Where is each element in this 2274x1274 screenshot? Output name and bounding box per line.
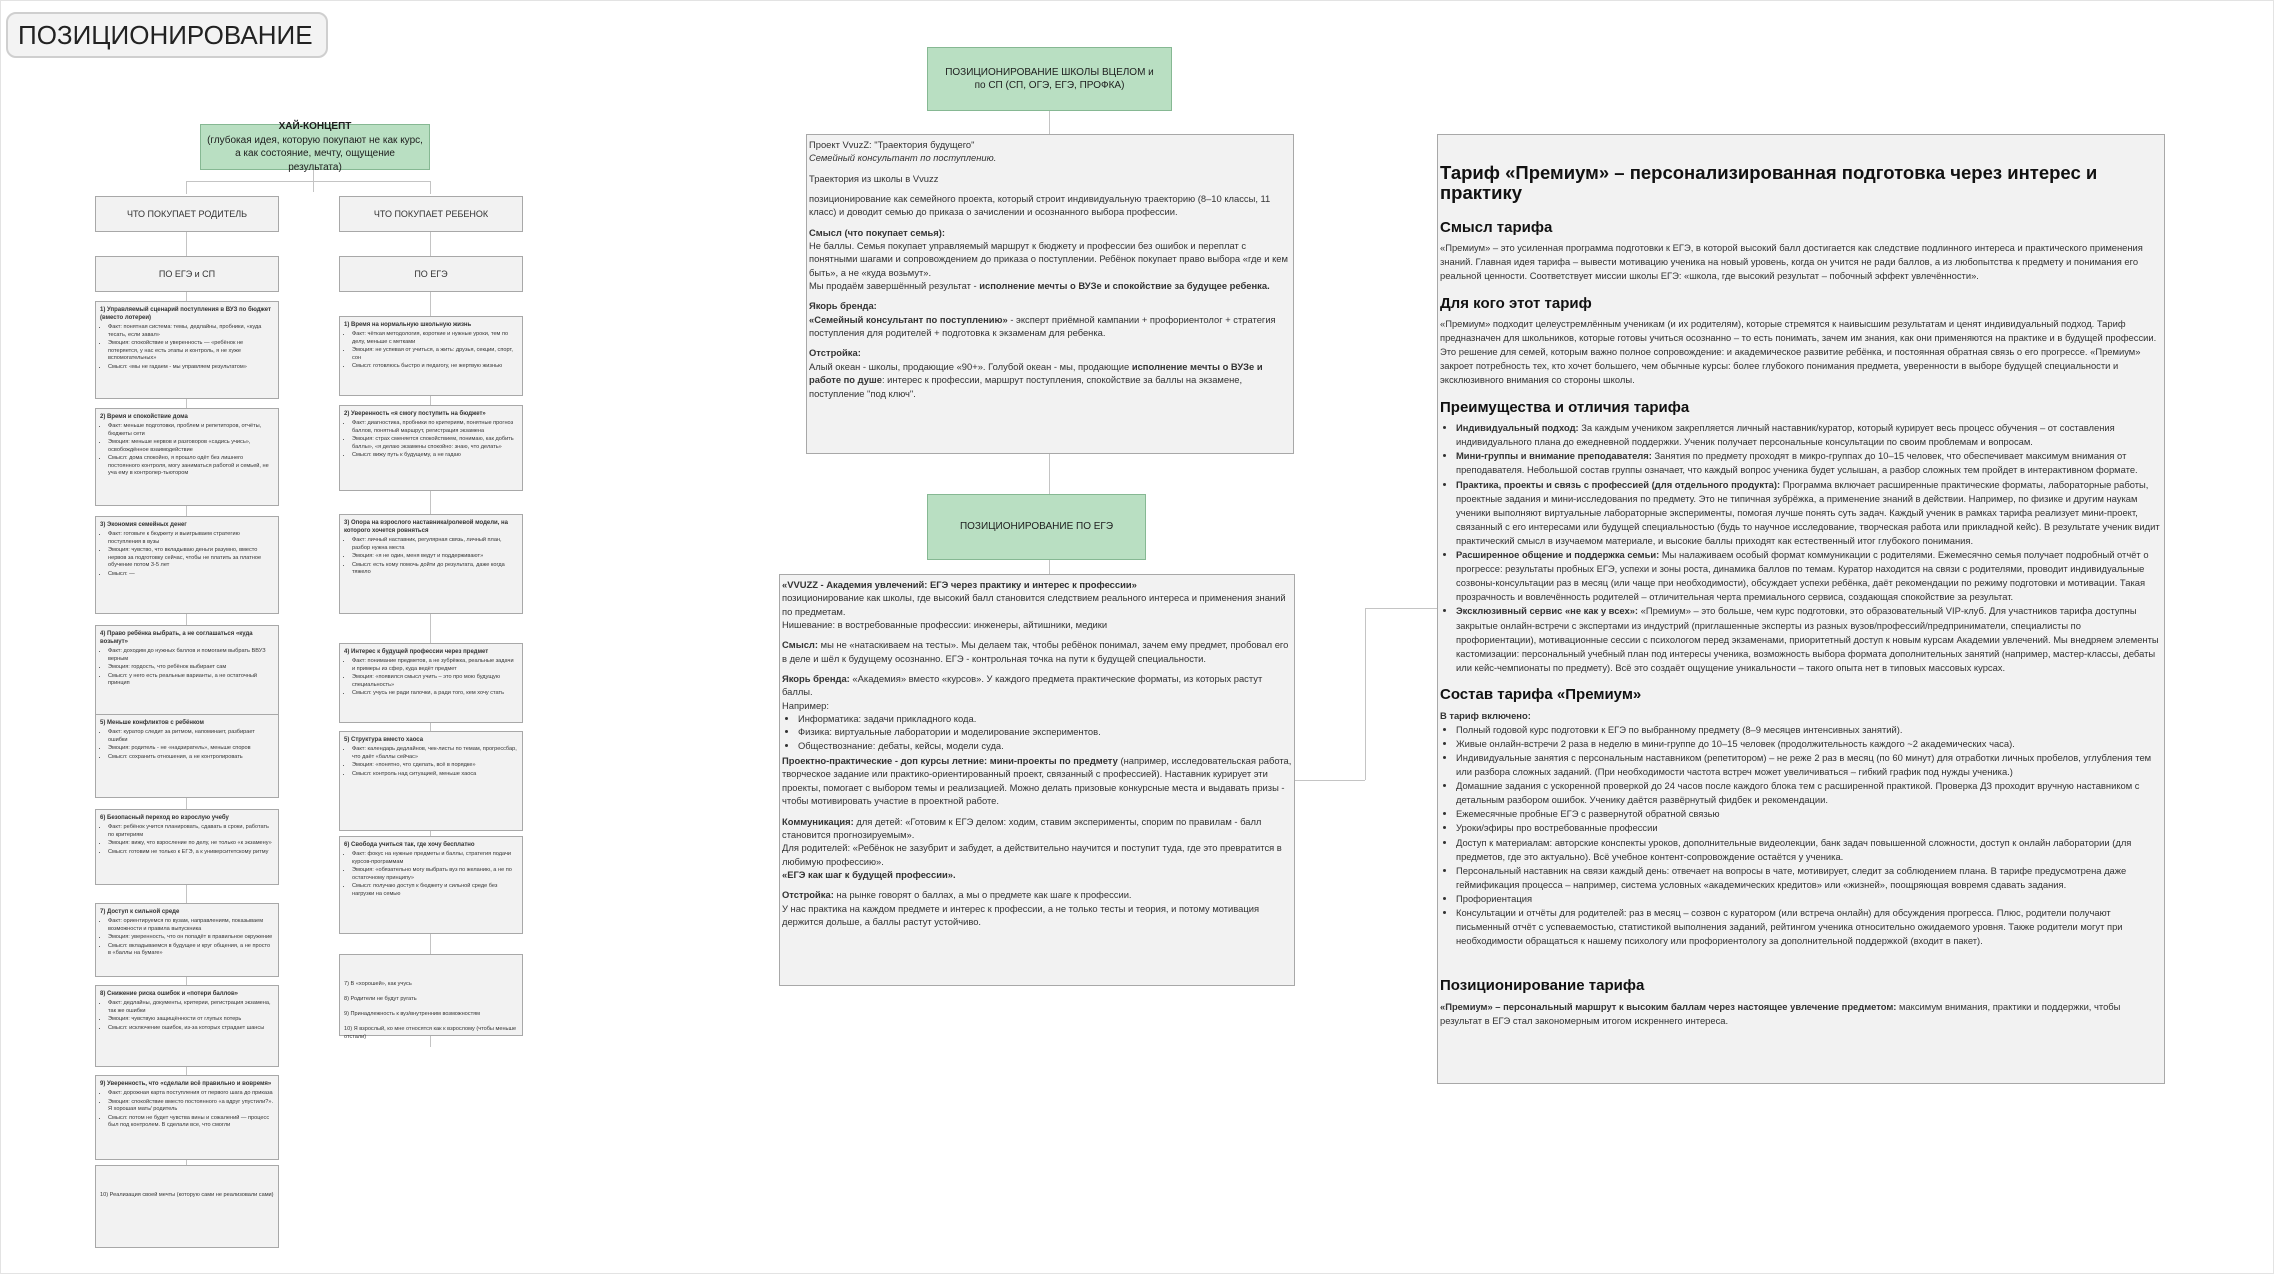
card-item: • Смысл: готовлюсь быстро и педагогу, не жертвую жизнью: [352, 363, 518, 371]
card-item: • Факт: готовьте к бюджету и выигрываем стратегию поступления в вузы: [108, 531, 274, 546]
premium-h-meaning: Смысл тарифа: [1440, 218, 1553, 236]
column-card[interactable]: [339, 731, 523, 831]
column-card[interactable]: [339, 954, 523, 1040]
advantage-label: Индивидуальный подход:: [1456, 422, 1579, 434]
ege-anchor-text: «Академия» вместо «курсов». У каждого предмета практические форматы, из которых растут баллы.: [782, 673, 1263, 698]
card-list: [344, 851, 518, 898]
connector: [1049, 454, 1050, 494]
connector: [186, 232, 187, 256]
premium-composition-item: • Профориентация: [1456, 892, 2162, 906]
card-title: 5) Структура вместо хаоса: [344, 737, 424, 743]
ege-niche: Нишевание: в востребованные профессии: инженеры, айтишники, медики: [782, 619, 1108, 631]
ege-comm-parents: Для родителей: «Ребёнок не зазубрит и забудет, а действительно научится и поступит туда, где это превратится в любимую профессию».: [782, 842, 1282, 867]
premium-doc[interactable]: [1437, 134, 2165, 1084]
premium-h-who: Для кого этот тариф: [1440, 294, 1592, 312]
connector: [430, 181, 431, 194]
project-name: Проект VvuzZ: "Траектория будущего": [809, 139, 975, 150]
ege-meaning-text: мы не «натаскиваем на тесты». Мы делаем так, чтобы ребёнок понимал, зачем ему предмет, пробовал его в деле и шёл к будущему осознанно. ЕГЭ - контрольная точка на пути к будущей специальности.: [782, 639, 1289, 664]
connector: [1295, 780, 1365, 781]
card-title: 4) Интерес к будущей профессии через предмет: [344, 649, 489, 655]
otstroika-text: Алый океан - школы, продающие «90+». Голубой океан - мы, продающие: [809, 360, 1132, 372]
card-list: [100, 324, 274, 371]
premium-advantage-item: [1456, 604, 2162, 675]
card-title: 2) Уверенность «я смогу поступить на бюджет»: [344, 411, 486, 417]
card-item: • Факт: ребёнок учится планировать, сдавать в сроки, работать по критериям: [108, 824, 274, 839]
card-list: [100, 648, 274, 688]
premium-meaning: «Премиум» – это усиленная программа подготовки к ЕГЭ, в которой высокий балл достигается как следствие подлинного интереса и практического применения знаний. Главная идея тарифа – вывести мотивацию ученика на новый уровень, когда он учится не ради баллов, а из любопытства к предмету и понимания его реальной ценности. Соответствует миссии школы ЕГЭ: «школа, где высокий результат – побочный эффект увлечённости».: [1440, 242, 2143, 282]
premium-composition-item: • Домашние задания с ускоренной проверкой до 24 часов после каждого блока тем с расширенной практикой. Проверка ДЗ проходит вручную наставником с детальным разбором ошибок. Ученику даётся развёрнутый фидбек и рекомендации.: [1456, 779, 2162, 807]
card-note: 10) Реализация своей мечты (которую сами не реализовали сами): [100, 1192, 274, 1198]
card-item: • Смысл: контроль над ситуацией, меньше хаоса: [352, 771, 518, 779]
card-list: [100, 824, 274, 856]
card-item: • Факт: ориентируемся по вузам, направлениям, показываем возможности и правила выпускника: [108, 918, 274, 933]
premium-composition-item: • Ежемесячные пробные ЕГЭ с развернутой обратной связью: [1456, 807, 2162, 821]
premium-pos-bold: «Премиум» – персональный маршрут к высоким баллам через настоящее увлечение предметом:: [1440, 1000, 1897, 1012]
premium-who: «Премиум» подходит целеустремлённым ученикам (и их родителям), которые стремятся к наивысшим результатам и ценят индивидуальный подход. Тариф предназначен для школьников, которые готовы учиться осознанно – то есть понимать, зачем им знания, как они применяются на практике и в будущей профессии. Это решение для семей, которым важно полное сопровождение: и академическое развитие ребёнка, и постоянная обратная связь о его прогрессе. «Премиум» закроет потребность тех, кто хочет большего, чем обычные курсы: более глубокого понимания предмета, уверенности в выборе будущей специальности и эксклюзивного внимания со стороны школы.: [1440, 318, 2157, 386]
ege-meaning-title: Смысл:: [782, 639, 819, 651]
card-item: • Смысл: получаю доступ к бюджету и сильной среде без нагрузки на семью: [352, 883, 518, 898]
ege-slogan: «VVUZZ - Академия увлечений: ЕГЭ через практику и интерес к профессии»: [782, 579, 1137, 590]
card-item: • Факт: понимание предметов, а не зубрёжка, реальные задачи и примеры из сфер, куда ведёт предмет: [352, 658, 518, 673]
connector: [186, 181, 431, 182]
card-item: • Смысл: есть кому помочь дойти до результата, даже когда тяжело: [352, 562, 518, 577]
project-tagline: Семейный консультант по поступлению.: [809, 152, 997, 164]
ege-projects-text: (например, исследовательская работа, творческое задание или практико-ориентированный проект, связанный с профессией). Наставник курирует эти проекты, помогает с выбором темы и реализацией. Можно делать призовые конкурсные места и выдавать призы - чтобы мотивировать участие в проектной работе.: [782, 755, 1292, 807]
card-item: • Смысл: «мы не гадаем - мы управляем результатом»: [108, 364, 274, 372]
card-title: 8) Снижение риска ошибок и «потери баллов»: [100, 991, 238, 997]
premium-advantage-item: [1456, 548, 2162, 604]
ege-example-list: [782, 712, 1292, 752]
card-item: • Смысл: вижу путь к будущему, а не гадаю: [352, 452, 518, 460]
column-card[interactable]: [339, 316, 523, 396]
column-card[interactable]: [339, 514, 523, 614]
card-item: • Факт: дедлайны, документы, критерии, регистрация экзамена, так же ошибки: [108, 1000, 274, 1015]
ege-example-item: • Информатика: задачи прикладного кода.: [798, 712, 1292, 725]
card-title: 6) Безопасный переход во взрослую учебу: [100, 815, 229, 821]
card-list: [344, 746, 518, 778]
connector: [1365, 608, 1366, 780]
premium-advantage-item: [1456, 478, 2162, 549]
meaning-text2: Мы продаём завершённый результат -: [809, 280, 980, 292]
school-head-label: ПОЗИЦИОНИРОВАНИЕ ШКОЛЫ ВЦЕЛОМ и по СП (СП, ОГЭ, ЕГЭ, ПРОФКА): [945, 66, 1154, 91]
column-card[interactable]: [95, 903, 279, 977]
column-card[interactable]: [95, 809, 279, 885]
card-title: 4) Право ребёнка выбрать, а не соглашаться «куда возьмут»: [100, 631, 253, 646]
advantage-label: Практика, проекты и связь с профессией (для отдельного продукта):: [1456, 478, 1781, 490]
card-item: • Эмоция: чувство, что вкладываю деньги разумно, вместо нервов за подготовку сейчас, чтобы не платить за платное обучение потом 3-5 лет: [108, 547, 274, 570]
column-card[interactable]: [339, 836, 523, 934]
card-item: • Смысл: дома спокойно, я прошло одёт без лишнего постоянного контроля, могу заниматься работой и семьей, не уча ему в контролер-тьютором: [108, 455, 274, 478]
column-card[interactable]: [339, 405, 523, 491]
card-item: • Факт: личный наставник, регулярная связь, личный план, разбор нужна места: [352, 537, 518, 552]
premium-advantages-list: [1440, 421, 2162, 675]
card-list: [344, 331, 518, 371]
ege-anchor-title: Якорь бренда:: [782, 673, 850, 685]
column-card[interactable]: [95, 301, 279, 399]
card-item: • Эмоция: родитель - не «надзиратель», меньше споров: [108, 745, 274, 753]
card-item: • Эмоция: спокойствие вместо постоянного «а вдруг упустили?». Я хорошая мать/ родитель: [108, 1099, 274, 1114]
parent-head[interactable]: ЧТО ПОКУПАЕТ РОДИТЕЛЬ: [95, 196, 279, 232]
card-list: [100, 918, 274, 958]
column-card[interactable]: [95, 985, 279, 1067]
advantage-text: Программа включает расширенные практические форматы, лабораторные работы, проектные задания и мини-исследования по предмету. Это не типичная зубрёжка, а применение знаний в действии. Например, по физике и другим наукам ученики выполняют виртуальные лабораторные эксперименты, помогая лучше понять суть задач. Каждый ученик в рамках тарифа реализует мини-проект, связанный с его интересами или будущей специальностью (будь то научное исследование, творческая работа или прикладной кейс). В результате ученик видит практический смысл в изучаемом материале, и высокие баллы приходят как естественный итог глубокого понимания.: [1456, 478, 2160, 546]
premium-advantage-item: [1456, 449, 2162, 477]
meaning-title: Смысл (что покупает семья):: [809, 226, 946, 238]
card-item: • Эмоция: уверенность, что он попадёт в правильное окружение: [108, 934, 274, 942]
premium-composition-list: [1440, 723, 2162, 949]
card-item: • Факт: куратор следит за ритмом, напоминает, разбирает ошибки: [108, 729, 274, 744]
ege-text[interactable]: [779, 574, 1295, 986]
card-note: 7) В «хорошей», как учусь 8) Родители не будут ругать 9) Принадлежность к вуз/внутренним возможностям 10) Я взрослый, ко мне относятся как к взрослому (чтобы меньше отстали): [344, 981, 517, 1040]
premium-h-advantages: Преимущества и отличия тарифа: [1440, 398, 1690, 416]
premium-composition-item: • Доступ к материалам: авторские конспекты уроков, дополнительные видеолекции, банк задач повышенной сложности, доступ к онлайн лаборатории (для предметов, где это актуально). Всё учебное контент-сопровождение остаётся у ученика.: [1456, 836, 2162, 864]
card-item: • Факт: дорожная карта поступления от первого шага до приказа: [108, 1090, 274, 1098]
connector: [186, 181, 187, 194]
card-item: • Смысл: —: [108, 571, 274, 579]
anchor-text: - эксперт приёмной кампании + профориентолог + стратегия поступления для родителей + подготовка к экзаменам для ребенка.: [809, 313, 1276, 339]
card-item: • Эмоция: чувствую защищённости от глупых потерь: [108, 1016, 274, 1024]
column-card[interactable]: [95, 516, 279, 614]
advantage-text: Мы налаживаем особый формат коммуникации с родителями. Ежемесячно семья получает подробный отчёт о прогрессе: результаты пробных ЕГЭ, успехи и зоны роста, динамика баллов по темам. Куратор находится на связи с родителями, проводит индивидуальные созвоны-консультации раз в месяц (или чаще при необходимости), обсуждает успехи ребёнка, даёт рекомендации по режиму подготовки и мотивации. Такая прозрачность и вовлечённость родителей – отличительная черта премиального сервиса, создающая спокойствие за результат.: [1456, 549, 2149, 603]
card-list: [344, 537, 518, 577]
hai-concept-node[interactable]: [200, 121, 430, 173]
connector: [1049, 111, 1050, 134]
card-item: • Смысл: исключение ошибок, из-за которых страдает шансы: [108, 1025, 274, 1033]
hai-concept-title: ХАЙ-КОНЦЕПТ: [278, 121, 352, 132]
card-list: [100, 423, 274, 478]
school-text[interactable]: [806, 134, 1294, 454]
card-item: • Факт: меньше подготовки, проблем и репетиторов, отчёты, бюджеты сети: [108, 423, 274, 438]
ege-head-label: ПОЗИЦИОНИРОВАНИЕ ПО ЕГЭ: [959, 521, 1114, 533]
card-title: 9) Уверенность, что «сделали всё правильно и вовремя»: [100, 1081, 272, 1087]
parent-sub[interactable]: ПО ЕГЭ и СП: [95, 256, 279, 292]
premium-title: Тариф «Премиум» – персонализированная подготовка через интерес и практику: [1440, 162, 2098, 204]
school-trajectory: Траектория из школы в Vvuzz: [809, 172, 939, 184]
card-item: • Смысл: вкладываемся в будущее и круг общения, а не просто в «баллы на бумаге»: [108, 943, 274, 958]
connector: [1365, 608, 1437, 609]
advantage-label: Мини-группы и внимание преподавателя:: [1456, 450, 1652, 462]
card-item: • Эмоция: «я не один, меня ведут и поддерживают»: [352, 553, 518, 561]
connector: [1049, 560, 1050, 574]
column-card[interactable]: [95, 714, 279, 798]
ege-example: Например:: [782, 699, 829, 711]
otstroika-text2: : интерес к профессии, маршрут поступления, спокойствие за баллы на экзамене, поступление "под ключ".: [809, 374, 1243, 399]
card-item: • Факт: чёткая методология, короткие и нужные уроки, тем по делу, меньше с метками: [352, 331, 518, 346]
premium-pos-text: максимум внимания, практики и поддержки, чтобы результат в ЕГЭ стал закономерным итогом искреннего интереса.: [1440, 1000, 2121, 1026]
ege-head[interactable]: [927, 494, 1146, 560]
ege-otstroika-text: на рынке говорят о баллах, а мы о предмете как шаге к профессии.: [833, 889, 1132, 901]
card-item: • Факт: фокус на нужные предметы и баллы, стратегия подачи курсов-программам: [352, 851, 518, 866]
otstroika-title: Отстройка:: [809, 347, 861, 359]
column-card[interactable]: [95, 1075, 279, 1160]
ege-otstroika-title: Отстройка:: [782, 889, 834, 901]
card-list: [344, 420, 518, 460]
ege-projects-bold: Проектно-практические - доп курсы летние: мини-проекты по предмету: [782, 755, 1118, 767]
card-title: 3) Экономия семейных денег: [100, 522, 187, 528]
column-card[interactable]: [95, 1165, 279, 1248]
card-item: • Смысл: готовим не только к ЕГЭ, а к университетскому ритму: [108, 849, 274, 857]
card-title: 2) Время и спокойствие дома: [100, 414, 188, 420]
card-title: 1) Время на нормальную школьную жизнь: [344, 322, 472, 328]
advantage-label: Расширенное общение и поддержка семьи:: [1456, 549, 1660, 561]
meaning-text: Не баллы. Семья покупает управляемый маршрут к бюджету и профессии без ошибок и переплат с понятными шагами и сопровождением до приказа о поступлении. Ребёнок покупает право выбора «где и кем быть», а не «куда возьмут».: [809, 240, 1288, 278]
card-title: 3) Опора на взрослого наставника/ролевой модели, на которого хочется ровняться: [344, 520, 509, 535]
card-item: • Смысл: у него есть реальные варианты, а не остаточный принцип: [108, 673, 274, 688]
card-item: • Эмоция: гордость, что ребёнок выбирает сам: [108, 664, 274, 672]
premium-h-composition: Состав тарифа «Премиум»: [1440, 686, 1642, 704]
card-item: • Эмоция: «понятно, что сделать, всё в порядке»: [352, 762, 518, 770]
column-card[interactable]: [95, 408, 279, 506]
anchor-title: Якорь бренда:: [809, 300, 877, 312]
premium-comp-intro: В тариф включено:: [1440, 709, 1531, 721]
card-item: • Эмоция: спокойствие и уверенность — «ребёнок не потеряется, у нас есть этапы и контроль, я не хуже вспомогательных»: [108, 340, 274, 363]
card-title: 6) Свобода учиться так, где хочу бесплатно: [344, 842, 475, 848]
child-head[interactable]: ЧТО ПОКУПАЕТ РЕБЕНОК: [339, 196, 523, 232]
card-item: • Смысл: потом не будет чувства вины и сожалений — процесс был под контролем. В сделали все, что смогли: [108, 1115, 274, 1130]
card-title: 7) Доступ к сильной среде: [100, 909, 180, 915]
card-item: • Факт: диагностика, пробники по критериям, понятные прогноз баллов, понятный маршрут, регистрация экзамена: [352, 420, 518, 435]
anchor-brand: «Семейный консультант по поступлению»: [809, 313, 1008, 325]
card-item: • Смысл: учусь не ради галочки, а ради того, кем хочу стать: [352, 690, 518, 698]
ege-positioning: позиционирование как школы, где высокий балл становится следствием реального интереса и применения знаний по предметам.: [782, 592, 1286, 617]
card-list: [100, 729, 274, 761]
ege-otstroika-text2: У нас практика на каждом предмете и интерес к профессии, а не только тесты и теория, и потому мотивация держится дольше, а баллы растут устойчиво.: [782, 902, 1260, 927]
advantage-label: Эксклюзивный сервис «не как у всех»:: [1456, 605, 1639, 617]
card-list: [344, 658, 518, 698]
premium-composition-item: • Полный годовой курс подготовки к ЕГЭ по выбранному предмету (8–9 месяцев интенсивных занятий).: [1456, 723, 2162, 737]
child-sub[interactable]: ПО ЕГЭ: [339, 256, 523, 292]
card-item: • Факт: календарь дедлайнов, чек-листы по темам, прогрессбар, что даёт «баллы сейчас»: [352, 746, 518, 761]
card-list: [100, 1000, 274, 1032]
ege-comm-title: Коммуникация:: [782, 815, 854, 827]
premium-advantage-item: [1456, 421, 2162, 449]
school-positioning: позиционирование как семейного проекта, который строит индивидуальную траекторию (8–10 классы, 11 класс) и доводит семью до приказа о зачислении и осознанного выбора профессии.: [809, 193, 1271, 218]
school-head[interactable]: [927, 47, 1172, 111]
card-item: • Эмоция: «появился смысл учить – это про мою будущую специальность»: [352, 674, 518, 689]
premium-composition-item: • Уроки/эфиры про востребованные профессии: [1456, 821, 2162, 835]
advantage-text: Занятия по предмету проходят в микро-группах до 10–15 человек, что обеспечивает максимум внимания от преподавателя. Небольшой состав группы означает, что каждый вопрос ученика будет услышан, а разбор сложных тем пройдет в интерактивном формате.: [1456, 450, 2138, 476]
premium-composition-item: • Персональный наставник на связи каждый день: отвечает на вопросы в чате, мотивирует, следит за соблюдением плана. В тарифе предусмотрена даже геймификация процесса – например, система условных «академических кредитов» или «жизней», поощряющая вовремя сдавать задания.: [1456, 864, 2162, 892]
ege-comm-text: для детей: «Готовим к ЕГЭ делом: ходим, ставим эксперименты, спорим по правилам - балл становится прогнозируемым».: [782, 815, 1262, 840]
board-title[interactable]: ПОЗИЦИОНИРОВАНИЕ: [6, 12, 328, 58]
premium-composition-item: • Живые онлайн-встречи 2 раза в неделю в мини-группе до 10–15 человек (продолжительность каждого ~2 академических часа).: [1456, 737, 2162, 751]
meaning-result: исполнение мечты о ВУЗе и спокойствие за будущее ребенка.: [979, 280, 1270, 292]
card-title: 5) Меньше конфликтов с ребёнком: [100, 720, 204, 726]
premium-composition-item: • Консультации и отчёты для родителей: раз в месяц – созвон с куратором (или встреча онлайн) для обсуждения прогресса. Плюс, родители получают письменный отчёт с успеваемостью, статистикой выполнения заданий, рейтингом ученика относительно ожидаемого уровня. Также родители могут при необходимости обращаться к нашему психологу или профориентологу за дополнительной поддержкой (входит в пакет).: [1456, 906, 2162, 948]
connector: [430, 232, 431, 256]
hai-concept-subtitle: (глубокая идея, которую покупают не как курс, а как состояние, мечту, ощущение результата): [207, 134, 423, 173]
card-list: [100, 531, 274, 578]
card-title: 1) Управляемый сценарий поступления в ВУЗ по бюджет (вместо лотереи): [100, 307, 271, 322]
card-item: • Эмоция: «обязательно могу выбрать вуз по желанию, а не по остаточному принципу»: [352, 867, 518, 882]
premium-composition-item: • Индивидуальные занятия с персональным наставником (репетитором) – не реже 2 раз в месяц (по 60 минут) для отработки личных пробелов, углубления тем или разбора сложных заданий. (При необходимости частота встреч может увеличиваться – гибкий график под нужды ученика.): [1456, 751, 2162, 779]
card-item: • Эмоция: вижу, что взросление по делу, не только «к экзамену»: [108, 840, 274, 848]
card-item: • Смысл: сохранить отношения, а не контролировать: [108, 754, 274, 762]
card-item: • Факт: доходим до нужных баллов и помогаем выбрать ВВУЗ верным: [108, 648, 274, 663]
column-card[interactable]: [339, 643, 523, 723]
ege-comm-slogan: «ЕГЭ как шаг к будущей профессии».: [782, 868, 956, 880]
column-card[interactable]: [95, 625, 279, 723]
card-item: • Эмоция: меньше нервов и разговоров «садись учись», освобождённое взаимодействие: [108, 439, 274, 454]
premium-h-positioning: Позиционирование тарифа: [1440, 977, 1645, 995]
card-item: • Факт: понятная система: темы, дедлайны, пробники, «куда тесать, если завал»: [108, 324, 274, 339]
ege-example-item: • Обществознание: дебаты, кейсы, модели суда.: [798, 739, 1292, 752]
ege-example-item: • Физика: виртуальные лаборатории и моделирование экспериментов.: [798, 725, 1292, 738]
advantage-text: «Премиум» – это больше, чем курс подготовки, это образовательный VIP-клуб. Для участников тарифа доступны закрытые онлайн-встречи с экспертами из индустрий (приглашенные эксперты из разных вузов/профессий/предприниматели, специалисты по профориентации), мотивационные сессии с психологом перед экзаменами, приоритетный доступ к новым курсам Академии увлечений. Мы внедряем элементы кастомизации: персональный учебный план под интересы ученика, возможность выбора формата дополнительных занятий (например, мастер-классы, дебаты или кейс-чемпионаты по предмету). Всё это создаёт ощущение уникальности – такого опыта нет в типовых массовых курсах.: [1456, 605, 2159, 673]
card-item: • Эмоция: страх сменяется спокойствием, понимаю, как добить баллы», «я делаю экзамены спокойно: знаю, что делать»: [352, 436, 518, 451]
card-item: • Эмоция: не успевая от учиться, а жить: друзья, секции, спорт, сон: [352, 347, 518, 362]
advantage-text: За каждым учеником закрепляется личный наставник/куратор, который курирует весь процесс обучения – от составления индивидуального плана до ежедневной поддержки. Ученик получает персональные консультации по своим проблемам и вопросам.: [1456, 422, 2115, 448]
otstroika-bold: исполнение мечты о ВУЗе и работе по душе: [809, 360, 1263, 386]
card-list: [100, 1090, 274, 1130]
